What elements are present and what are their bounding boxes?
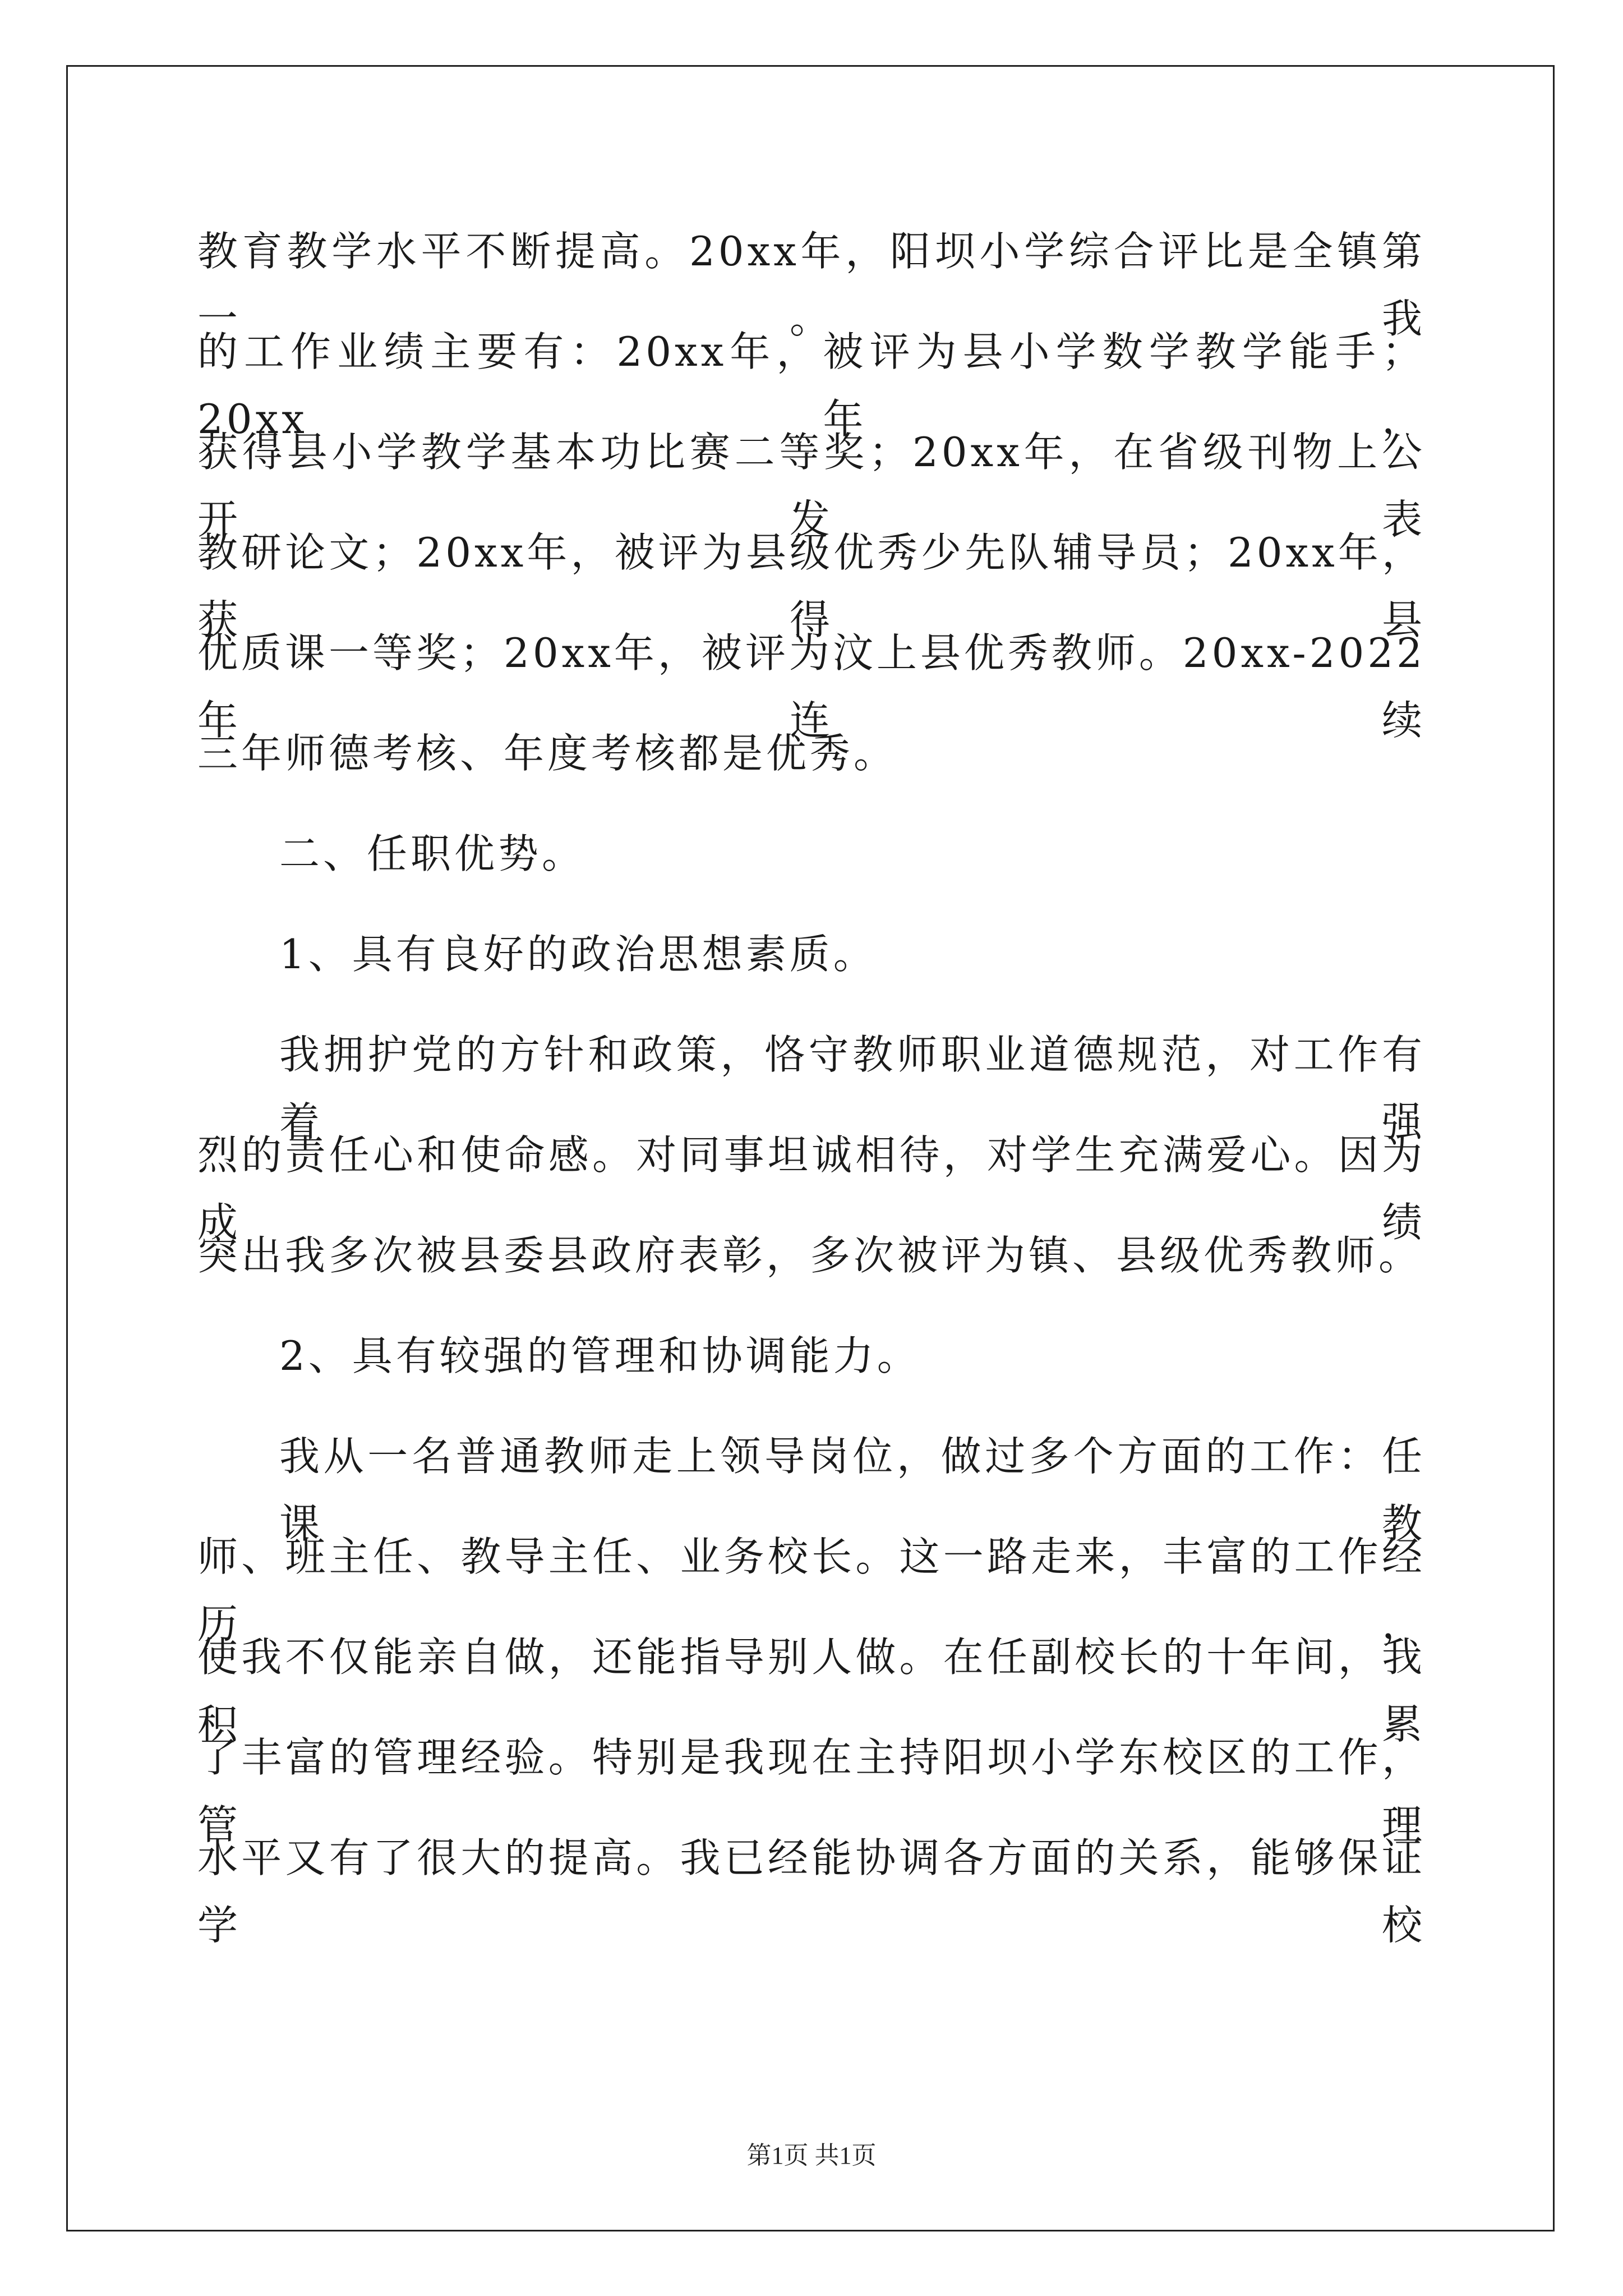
text-line: 突出我多次被县委县政府表彰，多次被评为镇、县级优秀教师。 — [197, 1232, 1423, 1279]
text-line: 我拥护党的方针和政策，恪守教师职业道德规范，对工作有着强 — [279, 1031, 1426, 1145]
text-line: 教研论文；20xx年，被评为县级优秀少先队辅导员；20xx年，获得县 — [197, 529, 1426, 643]
text-line: 我从一名普通教师走上领导岗位，做过多个方面的工作：任课教 — [279, 1433, 1426, 1547]
text-line: 二、任职优势。 — [279, 830, 586, 877]
text-line: 烈的责任心和使命感。对同事坦诚相待，对学生充满爱心。因为成绩 — [197, 1131, 1426, 1246]
text-line: 教育教学水平不断提高。20xx年，阳坝小学综合评比是全镇第一。我 — [197, 228, 1426, 342]
text-line: 水平又有了很大的提高。我已经能协调各方面的关系，能够保证学校 — [197, 1834, 1426, 1949]
text-line: 获得县小学教学基本功比赛二等奖；20xx年，在省级刊物上公开发表 — [197, 429, 1426, 543]
page-footer: 第1页 共1页 — [746, 2142, 877, 2169]
text-line: 三年师德考核、年度考核都是优秀。 — [197, 730, 898, 777]
document-body — [197, 218, 1426, 1949]
text-line: 优质课一等奖；20xx年，被评为汶上县优秀教师。20xx-2022年连续 — [197, 629, 1426, 744]
text-line: 了丰富的管理经验。特别是我现在主持阳坝小学东校区的工作，管理 — [197, 1734, 1426, 1848]
text-line: 使我不仅能亲自做，还能指导别人做。在任副校长的十年间，我积累 — [197, 1634, 1426, 1748]
text-line: 师、班主任、教导主任、业务校长。这一路走来，丰富的工作经历， — [197, 1533, 1426, 1648]
text-line: 1、具有良好的政治思想素质。 — [279, 931, 877, 978]
text-line: 2、具有较强的管理和协调能力。 — [279, 1332, 921, 1379]
text-line: 的工作业绩主要有：20xx年，被评为县小学数学教学能手；20xx年， — [197, 328, 1426, 443]
